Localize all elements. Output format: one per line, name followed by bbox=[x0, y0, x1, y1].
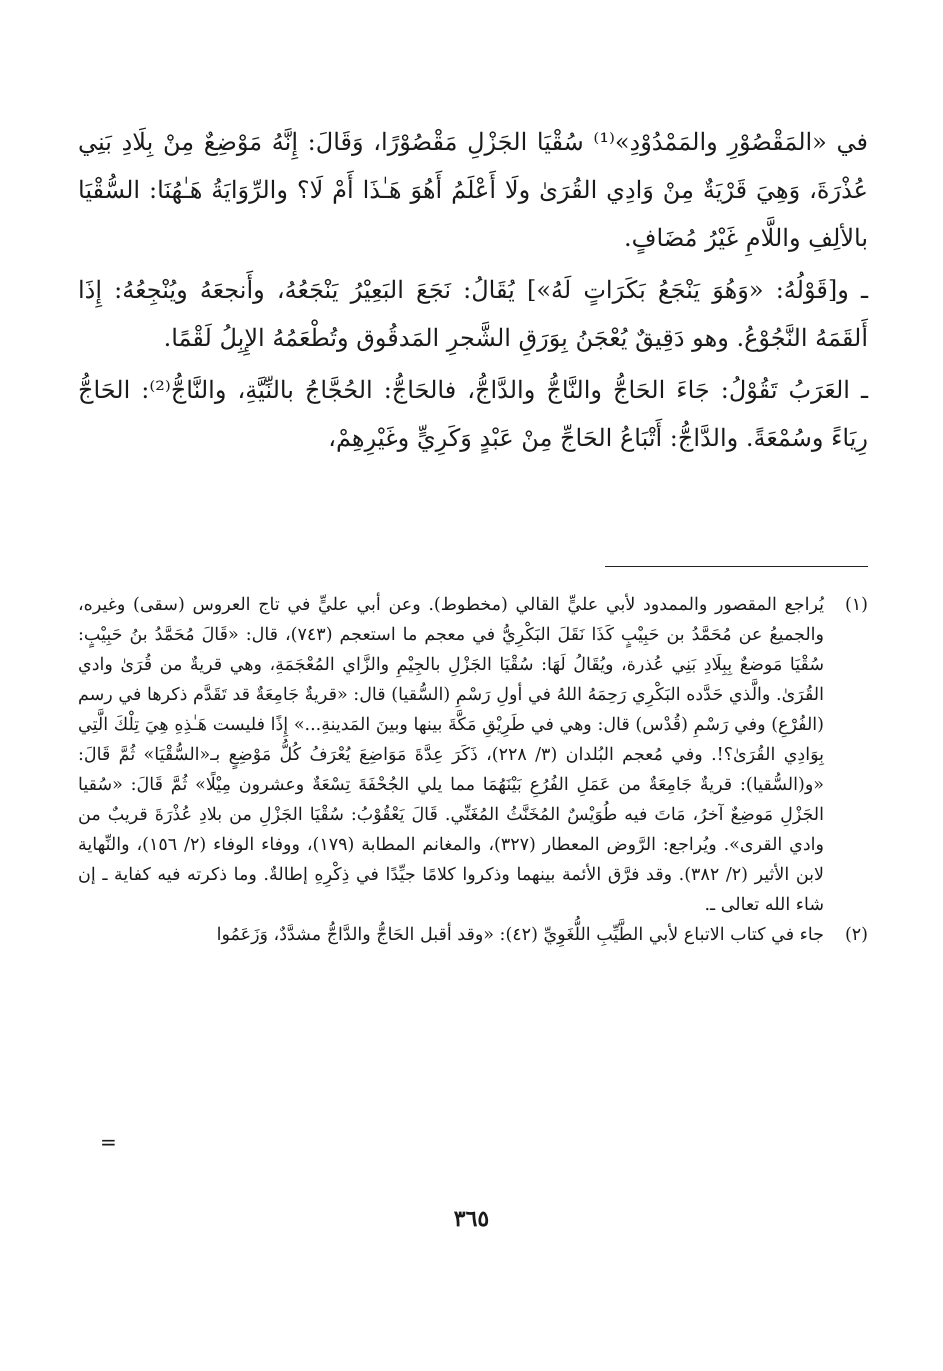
footnote-divider bbox=[605, 566, 868, 567]
main-paragraph-1: في «المَقْصُوْرِ والمَمْدُوْدِ»⁽¹⁾ سُقْيَا الجَزْلِ مَقْصُوْرًا، وَقَالَ: إِنَّهُ مَوْضِعٌ مِنْ بِلَادِ بَنِي عُذْرَةَ، وَهِيَ قَرْيَةٌ مِنْ وَادِي القُرَىٰ ولَا أَعْلَمُ أَهُوَ هَـٰذَا أَمْ لَا؟ والرِّوَايَةُ هَـٰهُنَا: السُّقْيَا بالألِفِ واللَّامِ غَيْرُ مُضَافٍ. bbox=[78, 128, 868, 252]
main-paragraph-3: ـ العَرَبُ تَقُوْلُ: جَاءَ الحَاجُّ والنَّاجُّ والدَّاجُّ، فالحَاجُّ: الحُجَّاجُ بالنِّيَّةِ، والنَّاجُّ⁽²⁾: الحَاجُّ رِيَاءً وسُمْعَةً. والدَّاجُّ: أَتْبَاعُ الحَاجِّ مِنْ عَبْدٍ وَكَرِيٍّ وغَيْرِهِمْ، bbox=[78, 376, 868, 452]
footnote-2 bbox=[78, 920, 868, 950]
footnote-text: يُراجع المقصور والممدود لأبي عليٍّ القالي (مخطوط). وعن أبي عليٍّ في تاج العروس (سقى) وغيره، والجميعُ عن مُحَمَّدُ بن حَبِيْبٍ كَذَا نَقَلَ البَكْرِيُّ في معجم ما استعجم (٧٤٣)، قال: «قَالَ مُحَمَّدُ بنُ حَبِيْبٍ: سُقْيَا مَوضعٌ بِبِلَادِ بَنِي عُذرة، ويُقَالُ لَهَا: سُقْيَا الجَزْلِ بالجِيْمِ والزَّاي المُعْجَمَةِ، وهي قريةٌ من قُرَىٰ وادي القُرَىٰ. والَّذي حَدَّده البَكْرِي رَحِمَهُ اللهُ في أولِ رَسْمِ (السُّقيا) قال: «قريةٌ جَامِعَةٌ قد تَقَدَّم ذكرها في رسم (الفُرْعِ) وفي رَسْمِ (قُدْس) قال: وهي في طَرِيْقِ مَكَّةَ بينها وبينَ المَدينةِ...» إِذًا فليست هَـٰذِهِ هِيَ تِلْكَ الَّتِي بِوَادِي القُرَىٰ؟!. وفي مُعجم البُلدان (٣/ ٢٢٨)، ذَكَرَ عِدَّةَ مَوَاضِعَ يُعْرَفُ كُلُّ مَوْضِعٍ بـ«السُّقْيَا» ثُمَّ قَالَ: «و(السُّقيا): قريةٌ جَامِعَةٌ من عَمَلِ الفُرُعِ بَيْنَهُمَا مما يلي الجُحْفَةَ تِسْعَةٌ وعشرون مِيْلًا» ثُمَّ قَالَ: «سُقيا الجَزْلِ مَوضِعٌ آخرُ، مَاتَ فيه طُوَيْسٌ المُخَنَّثُ المُغَنِّي. قَالَ يَعْقُوْبُ: سُقْيَا الجَزْلِ من بلادِ عُذْرَةَ قريبٌ من وادي القرى». ويُراجع: الرَّوض المعطار (٣٢٧)، والمغانم المطابة (١٧٩)، ووفاء الوفاء (٢/ ١٥٦)، والنِّهاية لابن الأثير (٢/ ٣٨٢). وقد فرَّق الأئمة بينهما وذكروا كلامًا جيِّدًا في ذِكْرِهِ إطالةٌ. وما ذكرته فيه كفاية ـ إن شاء الله تعالى ـ. bbox=[78, 595, 825, 915]
main-text-block bbox=[78, 118, 868, 466]
footnote-number: (٢) bbox=[844, 925, 868, 945]
page-number: ٣٦٥ bbox=[453, 1206, 490, 1232]
footnote-text: جاء في كتاب الاتباع لأبي الطَّيِّبِ اللُّغَوِيِّ (٤٢): «وقد أقبل الحَاجُّ والدَّاجُّ مشدَّدٌ، وَزَعَمُوا bbox=[216, 925, 824, 945]
footnote-continuation-mark: = bbox=[100, 1130, 117, 1154]
footnotes-block bbox=[78, 590, 868, 950]
main-paragraph-2: ـ و[قَوْلُهُ: «وَهُوَ يَنْجَعُ بَكَرَاتٍ لَهُ»] يُقَالُ: نَجَعَ البَعِيْرُ يَنْجَعُهُ، وأَنجعَهُ ويُنْجِعُهُ: إِذَا أَلقَمَهُ النَّجُوْعُ. وهو دَقِيقٌ يُعْجَنُ بِوَرَقِ الشَّجرِ المَدقُوق وتُطْعَمُهُ الإِبِلُ لَقْمًا. bbox=[78, 276, 868, 352]
footnote-1 bbox=[78, 590, 868, 920]
footnote-number: (١) bbox=[844, 595, 868, 615]
